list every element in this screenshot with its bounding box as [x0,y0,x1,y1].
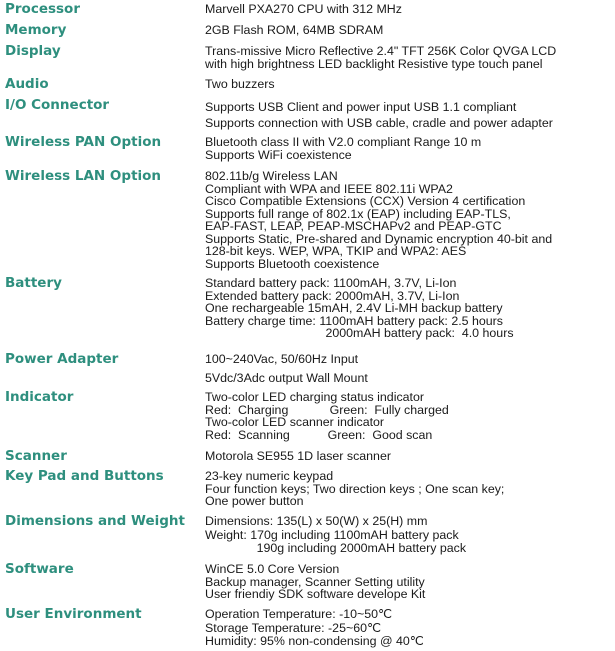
spec-value-line: Two-color LED scanner indicator [205,415,385,429]
spec-label: Power Adapter [5,351,119,367]
spec-value-line: EAP-FAST, LEAP, PEAP-MSCHAPv2 and PEAP-GTC [205,219,502,233]
spec-value-line: Two buzzers [205,77,275,91]
spec-value-line: Motorola SE955 1D laser scanner [205,449,391,463]
spec-label: Memory [5,22,67,38]
spec-value-line: Humidity: 95% non-condensing @ 40℃ [205,634,424,648]
spec-value-line: 2GB Flash ROM, 64MB SDRAM [205,23,384,37]
spec-label: Audio [5,76,49,92]
spec-value-line: One rechargeable 15mAH, 2.4V Li-MH backup battery [205,301,503,315]
spec-value-line: with high brightness LED backlight Resistive type touch panel [205,56,543,71]
spec-values [205,391,610,441]
spec-value-line: Dimensions: 135(L) x 50(W) x 25(H) mm [205,514,428,528]
spec-value-line: WinCE 5.0 Core Version [205,562,340,576]
spec-values [205,353,610,384]
spec-values [205,78,610,91]
spec-value-line: Compliant with WPA and IEEE 802.11i WPA2 [205,181,453,196]
spec-value-line: 100~240Vac, 50/60Hz Input [205,352,359,366]
spec-label: Battery [5,275,62,291]
spec-value-line: Red: Charging Green: Fully charged [205,402,449,417]
spec-label: Wireless LAN Option [5,168,162,184]
spec-values [205,515,610,556]
spec-value-line: Backup manager, Scanner Setting utility [205,574,425,589]
spec-value-line: One power button [205,494,304,508]
spec-value-line: Marvell PXA270 CPU with 312 MHz [205,2,402,16]
spec-values [205,608,610,649]
spec-value-line: Trans-missive Micro Reflective 2.4" TFT 256K Color QVGA LCD [205,44,557,58]
spec-value-line: Supports full range of 802.1x (EAP) including EAP-TLS, [205,206,511,221]
spec-value-line: Operation Temperature: -10~50℃ [205,607,392,621]
spec-values [205,45,610,70]
spec-label: Display [5,43,61,59]
spec-value-line: 190g including 2000mAH battery pack [205,541,467,555]
spec-value-line: Extended battery pack: 2000mAH, 3.7V, Li-Ion [205,288,460,303]
spec-label: Key Pad and Buttons [5,468,164,484]
spec-label: Dimensions and Weight [5,513,185,529]
spec-value-line: Standard battery pack: 1100mAH, 3.7V, Li-Ion [205,276,457,290]
spec-value-line: Battery charge time: 1100mAH battery pack: 2.5 hours [205,313,503,328]
spec-value-line: 802.11b/g Wireless LAN [205,169,338,183]
spec-values [205,277,610,340]
spec-values [205,99,610,131]
spec-values [205,563,610,601]
spec-value-line: Supports USB Client and power input USB 1.1 compliant [205,100,517,114]
spec-label: Processor [5,1,80,17]
spec-value-line: Red: Scanning Green: Good scan [205,427,433,442]
spec-value-line: Four function keys; Two direction keys ; One scan key; [205,481,505,496]
spec-value-line: 5Vdc/3Adc output Wall Mount [205,370,368,385]
spec-value-line: Bluetooth class II with V2.0 compliant Range 10 m [205,135,482,149]
spec-label: Scanner [5,448,67,464]
spec-value-line: Weight: 170g including 1100mAH battery pack [205,527,459,542]
spec-value-line: Two-color LED charging status indicator [205,390,425,404]
spec-value-line: Supports connection with USB cable, cradle and power adapter [205,116,553,130]
spec-values [205,24,610,37]
spec-value-line: 2000mAH battery pack: 4.0 hours [205,326,514,340]
spec-label: Indicator [5,389,74,405]
spec-label: Wireless PAN Option [5,134,162,150]
spec-values [205,470,610,508]
spec-value-line: 128-bit keys. WEP, WPA, TKIP and WPA2: AES [205,244,467,258]
spec-label: Software [5,561,74,577]
spec-values [205,3,610,16]
spec-label: I/O Connector [5,97,110,113]
spec-label: User Environment [5,606,142,622]
spec-values [205,136,610,161]
spec-value-line: Supports Bluetooth coexistence [205,256,380,271]
spec-value-line: Storage Temperature: -25~60℃ [205,620,381,635]
spec-value-line: Cisco Compatible Extensions (CCX) Version 4 certification [205,194,526,208]
spec-values [205,450,610,463]
spec-value-line: Supports WiFi coexistence [205,147,352,162]
spec-value-line: User friendiy SDK software develope Kit [205,587,426,601]
spec-value-line: Supports Static, Pre-shared and Dynamic encryption 40-bit and [205,231,553,246]
spec-value-line: 23-key numeric keypad [205,469,334,483]
spec-values [205,170,610,270]
